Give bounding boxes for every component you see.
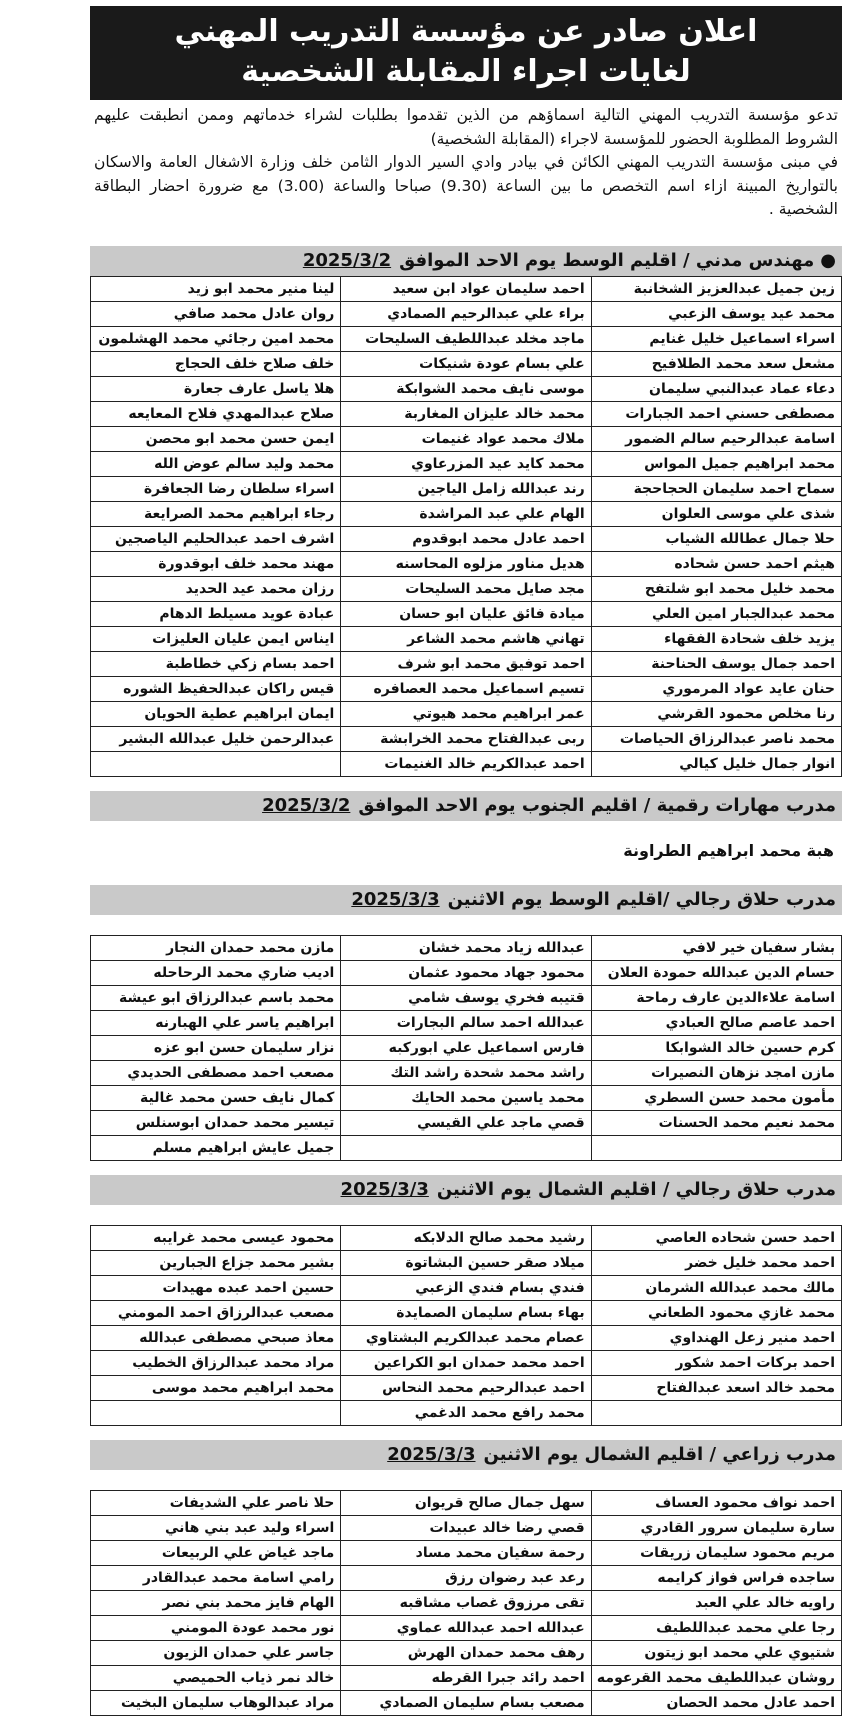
name-cell: ايمن حسن محمد ابو محصن (91, 427, 341, 452)
name-cell: انوار جمال خليل كيالي (591, 752, 841, 777)
name-cell: اشرف احمد عبدالحليم الياصجين (91, 527, 341, 552)
name-cell: احمد بركات احمد شكور (591, 1351, 841, 1376)
name-cell: رشيد محمد صالح الدلابكه (341, 1226, 591, 1251)
name-cell: راويه خالد علي العبد (591, 1591, 841, 1616)
name-cell (91, 1401, 341, 1426)
name-cell: ايمان ابراهيم عطية الحويان (91, 702, 341, 727)
names-table (90, 1490, 842, 1716)
single-name: هبة محمد ابراهيم الطراونة (623, 841, 834, 860)
name-cell: احمد محمد حمدان ابو الكراعين (341, 1351, 591, 1376)
table-row (91, 1251, 842, 1276)
announcement-page (90, 6, 842, 1711)
name-cell: مصعب احمد مصطفى الحديدي (91, 1061, 341, 1086)
name-cell: بشير محمد جزاع الجبارين (91, 1251, 341, 1276)
table-row (91, 1011, 842, 1036)
name-cell: عبادة عويد مسيلط الدهام (91, 602, 341, 627)
name-cell: قصي ماجد علي القيسي (341, 1111, 591, 1136)
name-cell: تقى مرزوق غصاب مشاقبه (341, 1591, 591, 1616)
name-cell: تيسير محمد حمدان ابوسنلس (91, 1111, 341, 1136)
name-cell: محمد ابراهيم محمد موسى (91, 1376, 341, 1401)
name-cell: سارة سليمان سرور القادري (591, 1516, 841, 1541)
name-cell: احمد نواف محمود العساف (591, 1491, 841, 1516)
name-cell: سماح احمد سليمان الحجاحجة (591, 477, 841, 502)
name-cell: مهند محمد خلف ابوقدورة (91, 552, 341, 577)
section-title: مهندس مدني / اقليم الوسط يوم الاحد الموافق (399, 250, 815, 271)
table-row (91, 1691, 842, 1716)
name-cell: معاذ صبحي مصطفى عبدالله (91, 1326, 341, 1351)
table-row (91, 961, 842, 986)
section-heading (90, 885, 842, 915)
name-cell: محمد نعيم محمد الحسنات (591, 1111, 841, 1136)
spacer (90, 1161, 842, 1173)
table-row (91, 1326, 842, 1351)
announcement-banner (90, 6, 842, 100)
name-cell: محمد عيد يوسف الزعبي (591, 302, 841, 327)
name-cell: احمد منير زعل الهنداوي (591, 1326, 841, 1351)
table-row (91, 1301, 842, 1326)
name-cell: يزيد خلف شحادة الفقهاء (591, 627, 841, 652)
intro-text (90, 100, 842, 244)
name-cell: مجد صايل محمد السليحات (341, 577, 591, 602)
section-heading (90, 791, 842, 821)
table-row (91, 1086, 842, 1111)
table-row (91, 752, 842, 777)
section-heading (90, 1175, 842, 1205)
name-cell: احمد عبدالكريم خالد الغنيمات (341, 752, 591, 777)
name-cell: عبدالله زياد محمد خشان (341, 936, 591, 961)
names-table (90, 935, 842, 1161)
table-row (91, 427, 842, 452)
name-cell: ميلاد صقر حسين البشاتوة (341, 1251, 591, 1276)
name-cell: تسيم اسماعيل محمد العصافره (341, 677, 591, 702)
table-row (91, 727, 842, 752)
name-cell: احمد حسن شحاده العاصي (591, 1226, 841, 1251)
section-title: مدرب مهارات رقمية / اقليم الجنوب يوم الاحد الموافق (358, 795, 836, 816)
name-cell: محمد ناصر عبدالرزاق الحياصات (591, 727, 841, 752)
name-cell: ميادة فائق عليان ابو حسان (341, 602, 591, 627)
name-cell (591, 1401, 841, 1426)
name-cell: جميل عايش ابراهيم مسلم (91, 1136, 341, 1161)
name-cell: موسى نايف محمد الشوابكة (341, 377, 591, 402)
name-cell: احمد جمال يوسف الحناحنة (591, 652, 841, 677)
name-cell: احمد رائد جبرا القرطه (341, 1666, 591, 1691)
sections-container (90, 246, 842, 1728)
name-cell: عصام محمد عبدالكريم البشتاوي (341, 1326, 591, 1351)
table-row (91, 677, 842, 702)
table-row (91, 527, 842, 552)
table-row (91, 302, 842, 327)
name-cell: رهف محمد حمدان الهرش (341, 1641, 591, 1666)
section-date: 2025/3/3 (351, 889, 440, 910)
section-heading (90, 246, 842, 276)
name-cell: صلاح عبدالمهدي فلاح المعايعه (91, 402, 341, 427)
table-row (91, 1401, 842, 1426)
name-cell: احمد عبدالرحيم محمد النحاس (341, 1376, 591, 1401)
name-cell: اسراء وليد عبد بني هاني (91, 1516, 341, 1541)
table-row (91, 1036, 842, 1061)
name-cell: لينا منير محمد ابو زيد (91, 277, 341, 302)
table-row (91, 502, 842, 527)
table-row (91, 377, 842, 402)
name-cell: احمد عاصم صالح العبادي (591, 1011, 841, 1036)
name-cell: رزان محمد عيد الحديد (91, 577, 341, 602)
name-cell: ماجد مخلد عبداللطيف السليحات (341, 327, 591, 352)
name-cell: محمد رافع محمد الدغمي (341, 1401, 591, 1426)
name-cell: رجاء ابراهيم محمد الصرايعة (91, 502, 341, 527)
name-cell: مازن امجد نزهان النصيرات (591, 1061, 841, 1086)
name-cell: رعد عبد رضوان رزق (341, 1566, 591, 1591)
table-row (91, 1061, 842, 1086)
name-cell: راشد محمد شحدة راشد التك (341, 1061, 591, 1086)
name-cell: رامي اسامة محمد عبدالقادر (91, 1566, 341, 1591)
name-cell: ماجد غياض علي الربيعات (91, 1541, 341, 1566)
name-cell: كمال نايف حسن محمد غالية (91, 1086, 341, 1111)
bullet-icon: ● (820, 250, 836, 271)
name-cell (91, 752, 341, 777)
intro-paragraph-1: تدعو مؤسسة التدريب المهني التالية اسماؤهم من الذين تقدموا بطلبات لشراء خدماتهم وممن انطبقت عليهم الشروط المطلوبة الحضور للمؤسسة لاجراء (المقابلة الشخصية) (94, 106, 838, 148)
table-row (91, 452, 842, 477)
name-cell: هلا ياسل عارف جعارة (91, 377, 341, 402)
table-row (91, 477, 842, 502)
name-cell: حلا ناصر علي الشديفات (91, 1491, 341, 1516)
name-cell: حلا جمال عطالله الشياب (591, 527, 841, 552)
table-row (91, 277, 842, 302)
name-cell: عمر ابراهيم محمد هيوتي (341, 702, 591, 727)
name-cell: رحمة سفيان محمد مساد (341, 1541, 591, 1566)
name-cell: رند عبدالله زامل الياجين (341, 477, 591, 502)
name-cell (591, 1136, 841, 1161)
name-cell: نزار سليمان حسن ابو عزه (91, 1036, 341, 1061)
section-date: 2025/3/2 (302, 250, 392, 271)
section-title: مدرب زراعي / اقليم الشمال يوم الاثنين (483, 1444, 836, 1465)
name-cell: تهاني هاشم محمد الشاعر (341, 627, 591, 652)
table-row (91, 1616, 842, 1641)
table-row (91, 577, 842, 602)
name-cell: زين جميل عبدالعزيز الشخانبة (591, 277, 841, 302)
name-cell: محمود جهاد محمود عثمان (341, 961, 591, 986)
spacer (90, 1470, 842, 1490)
name-cell: حنان عايد عواد المرموري (591, 677, 841, 702)
name-cell: مأمون محمد حسن السطري (591, 1086, 841, 1111)
name-cell: حسين احمد عبده مهيدات (91, 1276, 341, 1301)
section-date: 2025/3/2 (262, 795, 351, 816)
name-cell: محمد غازي محمود الطعاني (591, 1301, 841, 1326)
name-cell: قتيبه فخري يوسف شامي (341, 986, 591, 1011)
name-cell: نور محمد عودة المومني (91, 1616, 341, 1641)
name-cell: روان عادل محمد صافي (91, 302, 341, 327)
table-row (91, 986, 842, 1011)
table-row (91, 1541, 842, 1566)
table-row (91, 602, 842, 627)
name-cell: مريم محمود سليمان زريقات (591, 1541, 841, 1566)
table-row (91, 327, 842, 352)
name-cell: محمد باسم عبدالرزاق ابو عيشة (91, 986, 341, 1011)
name-cell: محمد ابراهيم جميل المواس (591, 452, 841, 477)
name-cell: قيس راكان عبدالحفيظ الشوره (91, 677, 341, 702)
name-cell: محمد خليل محمد ابو شلتفح (591, 577, 841, 602)
name-cell: محمد خالد اسعد عبدالفتاح (591, 1376, 841, 1401)
name-cell: جاسر علي حمدان الزيون (91, 1641, 341, 1666)
name-cell: خلف صلاح خلف الحجاج (91, 352, 341, 377)
name-cell: عبدالله احمد سالم البجارات (341, 1011, 591, 1036)
table-row (91, 1276, 842, 1301)
name-cell: احمد توفيق محمد ابو شرف (341, 652, 591, 677)
name-cell: اسراء سلطان رضا الجعافرة (91, 477, 341, 502)
name-cell: مالك محمد عبدالله الشرمان (591, 1276, 841, 1301)
name-cell: حسام الدين عبدالله حمودة العلان (591, 961, 841, 986)
name-cell: مازن محمد حمدان النجار (91, 936, 341, 961)
name-cell: مصعب بسام سليمان الصمادي (341, 1691, 591, 1716)
table-row (91, 702, 842, 727)
table-row (91, 1641, 842, 1666)
table-row (91, 1376, 842, 1401)
section-date: 2025/3/3 (340, 1179, 429, 1200)
names-table (90, 1225, 842, 1426)
name-cell (341, 1136, 591, 1161)
spacer (90, 777, 842, 789)
table-row (91, 552, 842, 577)
name-cell: فندي بسام فندي الزعبي (341, 1276, 591, 1301)
name-cell: عبدالرحمن خليل عبدالله البشير (91, 727, 341, 752)
name-cell: مراد محمد عبدالرزاق الخطيب (91, 1351, 341, 1376)
name-cell: احمد بسام زكي خطاطبة (91, 652, 341, 677)
table-row (91, 652, 842, 677)
name-cell: اسراء اسماعيل خليل غنايم (591, 327, 841, 352)
table-row (91, 1351, 842, 1376)
names-table (90, 276, 842, 777)
name-cell: ربى عبدالفتاح محمد الخرابشة (341, 727, 591, 752)
banner-subtitle: لغايات اجراء المقابلة الشخصية (241, 54, 691, 89)
name-cell: خالد نمر ذياب الحميصي (91, 1666, 341, 1691)
name-cell: ابراهيم ياسر علي الهبارنه (91, 1011, 341, 1036)
spacer (90, 1426, 842, 1438)
name-cell: هيثم احمد حسن شحاده (591, 552, 841, 577)
name-cell: محمد وليد سالم عوض الله (91, 452, 341, 477)
section-title: مدرب حلاق رجالي /اقليم الوسط يوم الاثنين (447, 889, 836, 910)
table-row (91, 402, 842, 427)
name-cell: محمد عبدالجبار امين العلي (591, 602, 841, 627)
table-row (91, 1566, 842, 1591)
name-cell: محمد ياسين محمد الحايك (341, 1086, 591, 1111)
banner-title: اعلان صادر عن مؤسسة التدريب المهني (174, 14, 758, 49)
name-cell: اسامة عبدالرحيم سالم الضمور (591, 427, 841, 452)
name-cell: رجا علي محمد عبداللطيف (591, 1616, 841, 1641)
table-row (91, 1136, 842, 1161)
name-cell: محمود عيسى محمد غرايبه (91, 1226, 341, 1251)
table-row (91, 1111, 842, 1136)
name-cell: عبدالله احمد عبدالله عماوي (341, 1616, 591, 1641)
spacer (90, 1716, 842, 1728)
name-cell: رنا مخلص محمود القرشي (591, 702, 841, 727)
name-cell: محمد كايد عيد المزرعاوي (341, 452, 591, 477)
name-cell: شذى علي موسى العلوان (591, 502, 841, 527)
name-cell: ايناس ايمن عليان العليزات (91, 627, 341, 652)
table-row (91, 1226, 842, 1251)
name-cell: براء علي عبدالرحيم الصمادي (341, 302, 591, 327)
name-cell: احمد محمد خليل خضر (591, 1251, 841, 1276)
name-cell: قصي رضا خالد عبيدات (341, 1516, 591, 1541)
name-cell: اديب ضاري محمد الرحاحله (91, 961, 341, 986)
name-cell: الهام فايز محمد بني نصر (91, 1591, 341, 1616)
section-date: 2025/3/3 (387, 1444, 476, 1465)
name-cell: الهام علي عبد المراشدة (341, 502, 591, 527)
intro-paragraph-2: في مبنى مؤسسة التدريب المهني الكائن في بيادر وادي السير الدوار الثامن خلف وزارة الاشغال العامة والاسكان بالتواريخ المبينة ازاء اسم التخصص ما بين الساعة (9.30) صباحا والساعة (3.00) مع ضرورة احضار البطاقة الشخصية . (94, 153, 838, 218)
name-cell: فارس اسماعيل علي ابوركبه (341, 1036, 591, 1061)
table-row (91, 1491, 842, 1516)
name-cell: بشار سفيان خير لافي (591, 936, 841, 961)
name-cell: روشان عبداللطيف محمد القرعومه (591, 1666, 841, 1691)
name-cell: احمد سليمان عواد ابن سعيد (341, 277, 591, 302)
section-title: مدرب حلاق رجالي / اقليم الشمال يوم الاثنين (436, 1179, 836, 1200)
name-cell: اسامة علاءالدين عارف رماحة (591, 986, 841, 1011)
name-cell: محمد خالد عليزان المغاربة (341, 402, 591, 427)
name-cell: دعاء عماد عبدالنبي سليمان (591, 377, 841, 402)
name-cell: احمد عادل محمد ابوقدوم (341, 527, 591, 552)
name-cell: مصطفى حسني احمد الجبارات (591, 402, 841, 427)
name-cell: مراد عبدالوهاب سليمان البخيت (91, 1691, 341, 1716)
name-cell: سهل جمال صالح قريوان (341, 1491, 591, 1516)
name-cell: علي بسام عودة شنيكات (341, 352, 591, 377)
name-cell: احمد عادل محمد الحصان (591, 1691, 841, 1716)
table-row (91, 1516, 842, 1541)
name-cell: مشعل سعد محمد الطلافيح (591, 352, 841, 377)
table-row (91, 1666, 842, 1691)
name-cell: محمد امين رجائي محمد الهشلمون (91, 327, 341, 352)
name-cell: ساجده فراس فواز كرايمه (591, 1566, 841, 1591)
name-cell: مصعب عبدالرزاق احمد المومني (91, 1301, 341, 1326)
name-cell: ملاك محمد عواد غنيمات (341, 427, 591, 452)
name-cell: بهاء بسام سليمان الصمايدة (341, 1301, 591, 1326)
spacer (90, 1205, 842, 1225)
table-row (91, 1591, 842, 1616)
name-cell: كرم حسين خالد الشوابكا (591, 1036, 841, 1061)
spacer (90, 915, 842, 935)
table-row (91, 936, 842, 961)
name-cell: هديل مناور مزلوه المحاسنه (341, 552, 591, 577)
name-cell: شتيوي علي محمد ابو زيتون (591, 1641, 841, 1666)
section-heading (90, 1440, 842, 1470)
table-row (91, 627, 842, 652)
table-row (91, 352, 842, 377)
